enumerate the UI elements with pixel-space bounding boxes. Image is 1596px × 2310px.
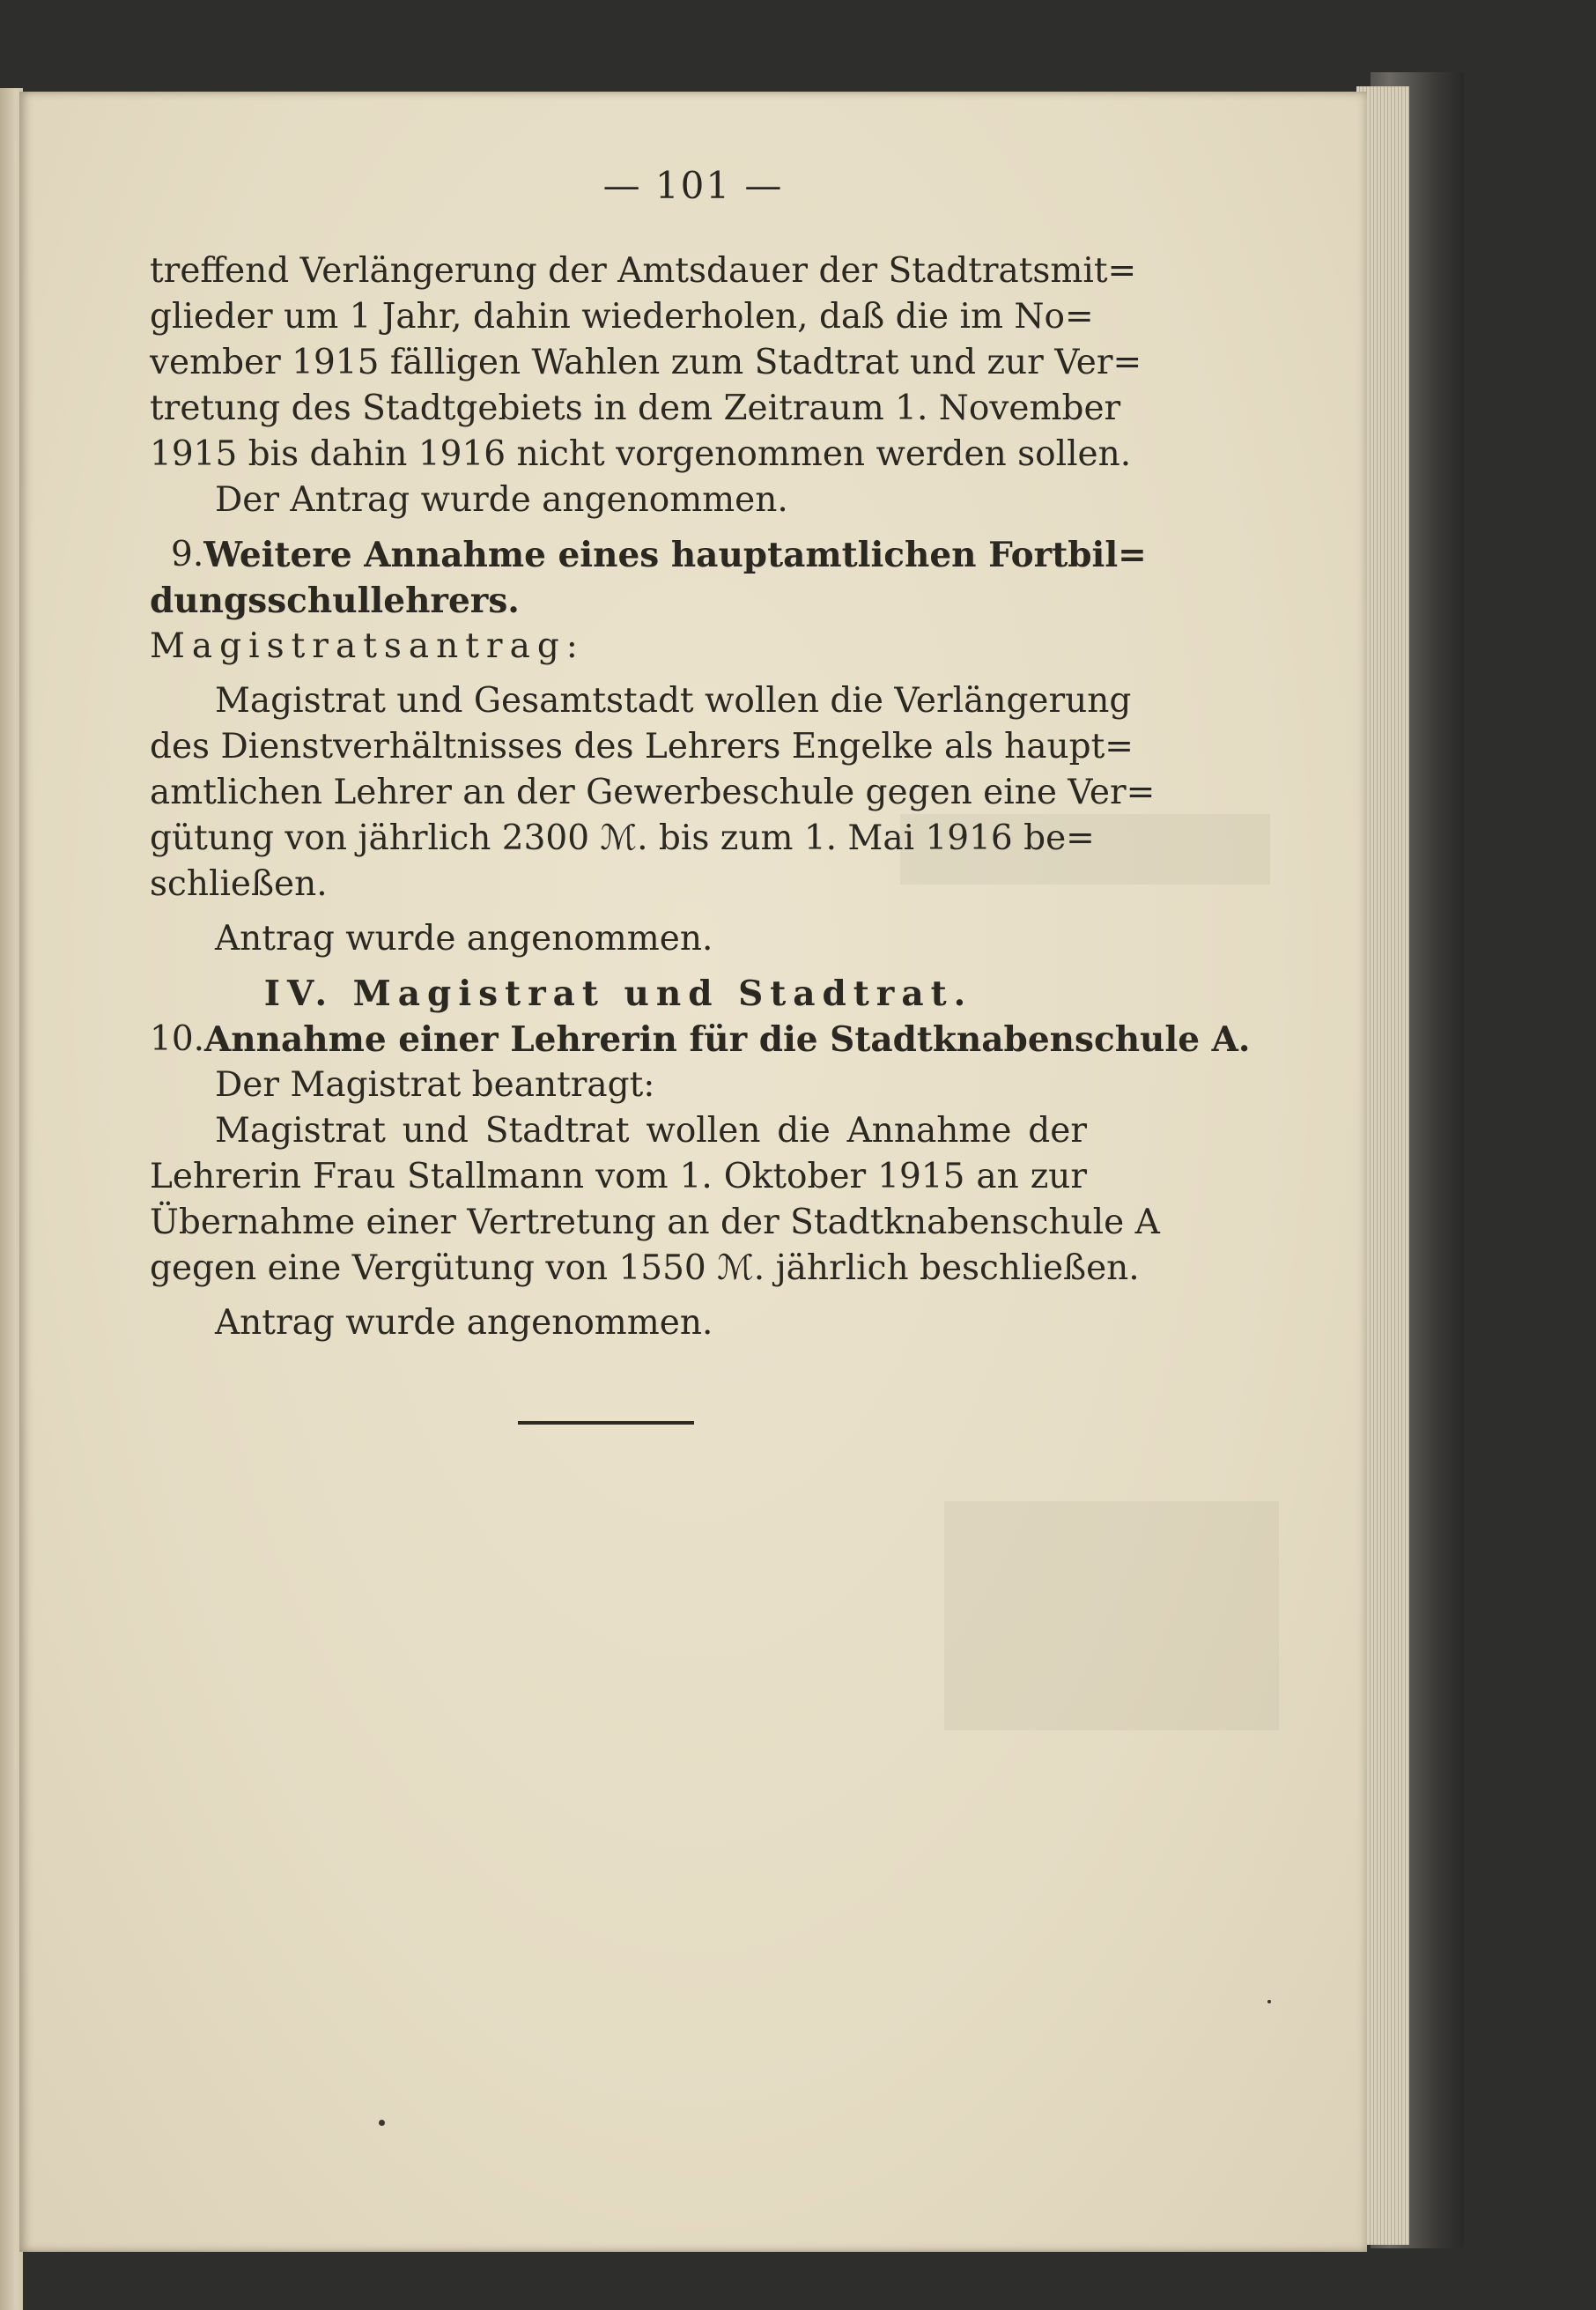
item-9-title-line: dungsschullehrers. xyxy=(150,581,520,621)
item-9-heading xyxy=(150,532,1147,578)
text-line: Der Antrag wurde angenommen. xyxy=(215,480,788,520)
show-through-shade xyxy=(944,1501,1279,1730)
text-line: gegen eine Vergütung von 1550 ℳ. jährlich beschließen. xyxy=(150,1248,1140,1288)
text-line: Der Magistrat beantragt: xyxy=(215,1065,655,1105)
text-line: schließen. xyxy=(150,864,328,904)
text-line: 1915 bis dahin 1916 nicht vorgenommen werden sollen. xyxy=(150,434,1132,474)
page-text-body xyxy=(150,248,1251,1346)
item-10-heading xyxy=(150,1017,1251,1062)
text-line: Antrag wurde angenommen. xyxy=(215,919,713,959)
spacer xyxy=(150,670,1087,678)
text-line: vember 1915 fälligen Wahlen zum Stadtrat und zur Ver= xyxy=(150,343,1142,382)
text-line: tretung des Stadtgebiets in dem Zeitraum 1. November xyxy=(150,389,1121,428)
spacer xyxy=(150,907,1087,916)
spacer xyxy=(150,962,1087,971)
text-line: Übernahme einer Vertretung an der Stadtknabenschule A xyxy=(150,1203,1160,1242)
section-heading-iv: IV. Magistrat und Stadtrat. xyxy=(263,974,973,1014)
item-9-title-line: Weitere Annahme eines hauptamtlichen Fortbil= xyxy=(203,535,1147,575)
text-line: Magistratsantrag: xyxy=(150,626,585,666)
item-9-number: 9. xyxy=(171,535,204,574)
book-page xyxy=(19,92,1367,2252)
text-line: treffend Verlängerung der Amtsdauer der Stadtratsmit= xyxy=(150,251,1137,291)
text-line: Magistrat und Stadtrat wollen die Annahme der xyxy=(215,1111,1087,1151)
item-10-title: Annahme einer Lehrerin für die Stadtknabenschule A. xyxy=(204,1019,1251,1060)
spacer xyxy=(150,523,1087,532)
page-number: — 101 — xyxy=(602,164,784,207)
ink-speck xyxy=(1267,2000,1271,2003)
text-line: Lehrerin Frau Stallmann vom 1. Oktober 1915 an zur xyxy=(150,1157,1087,1196)
item-10-number: 10. xyxy=(150,1019,205,1059)
text-line: des Dienstverhältnisses des Lehrers Engelke als haupt= xyxy=(150,727,1134,766)
text-line: gütung von jährlich 2300 ℳ. bis zum 1. Mai 1916 be= xyxy=(150,818,1095,858)
text-line: Antrag wurde angenommen. xyxy=(215,1303,713,1343)
text-line: glieder um 1 Jahr, dahin wiederholen, daß die im No= xyxy=(150,297,1094,337)
closing-rule xyxy=(518,1421,694,1425)
spacer xyxy=(150,1292,1087,1300)
text-line: amtlichen Lehrer an der Gewerbeschule gegen eine Ver= xyxy=(150,773,1156,812)
text-line: Magistrat und Gesamtstadt wollen die Verlängerung xyxy=(215,681,1132,721)
ink-speck xyxy=(379,2120,385,2126)
